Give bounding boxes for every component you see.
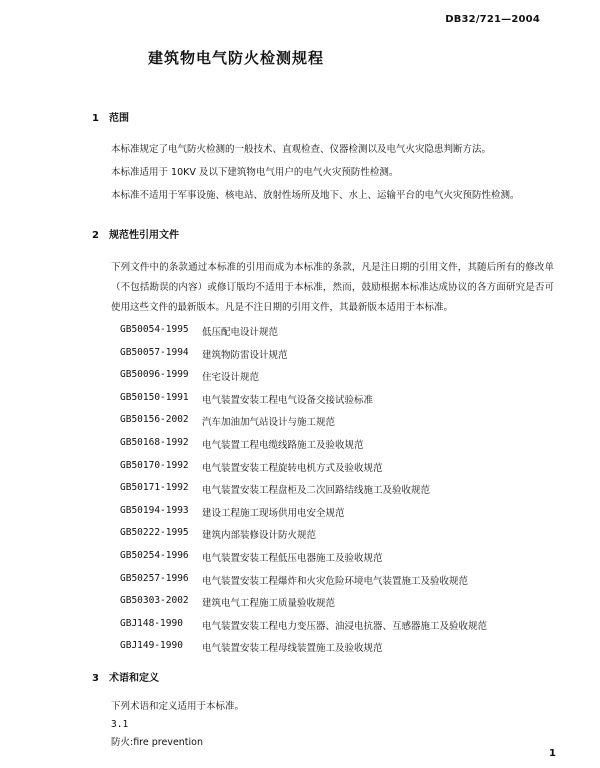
section-title: 规范性引用文件 <box>109 230 179 241</box>
reference-code: GB50170-1992 <box>120 459 189 471</box>
reference-code: GB50150-1991 <box>120 391 189 403</box>
section-title: 术语和定义 <box>109 673 159 684</box>
paragraph: 本标准规定了电气防火检测的一般技术、直观检查、仪器检测以及电气火灾隐患判断方法。 <box>111 144 492 155</box>
reference-title: 汽车加油加气站设计与施工规范 <box>202 417 336 429</box>
reference-item <box>120 437 487 460</box>
reference-item <box>120 527 487 550</box>
term-definition: 防火:fire prevention <box>111 737 204 748</box>
reference-title: 电气装置安装工程电力变压器、油浸电抗器、互感器施工及验收规范 <box>202 620 488 632</box>
reference-title: 建筑物防雷设计规范 <box>202 349 288 361</box>
page-number: 1 <box>549 748 556 759</box>
reference-item <box>120 573 487 596</box>
reference-title: 建设工程施工现场供用电安全规范 <box>202 507 345 519</box>
paragraph: 本标准适用于 10KV 及以下建筑物电气用户的电气火灾预防性检测。 <box>111 167 399 178</box>
section-3-heading <box>92 669 159 684</box>
reference-code: GBJ149-1990 <box>120 640 183 652</box>
reference-code: GB50168-1992 <box>120 436 189 448</box>
reference-title: 建筑内部装修设计防火规范 <box>202 530 317 542</box>
reference-title: 电气装置安装工程爆炸和火灾危险环境电气装置施工及验收规范 <box>202 575 469 587</box>
reference-code: GB50096-1999 <box>120 369 189 381</box>
reference-title: 电气装置安装工程盘柜及二次回路结线施工及验收规范 <box>202 485 431 497</box>
references-intro <box>92 258 554 318</box>
reference-code: GB50194-1993 <box>120 504 189 516</box>
reference-code: GB50156-2002 <box>120 414 189 426</box>
reference-title: 住宅设计规范 <box>202 372 260 384</box>
reference-code: GB50254-1996 <box>120 549 189 561</box>
reference-code: GB50057-1994 <box>120 346 189 358</box>
reference-title: 低压配电设计规范 <box>202 327 279 338</box>
reference-title: 电气装置安装工程旋转电机方式及验收规范 <box>202 462 383 474</box>
section-1-heading <box>92 109 129 124</box>
reference-item <box>120 505 487 528</box>
section-number: 3 <box>92 673 99 684</box>
reference-title: 电气装置安装工程低压电器施工及验收规范 <box>202 552 383 564</box>
reference-code: GB50303-2002 <box>120 595 189 607</box>
reference-code: GB50222-1995 <box>120 527 189 539</box>
reference-item <box>120 595 487 618</box>
reference-code: GB50054-1995 <box>120 324 189 335</box>
reference-item <box>120 460 487 483</box>
reference-title: 电气装置工程电缆线路施工及验收规范 <box>202 439 364 451</box>
paragraph: 下列术语和定义适用于本标准。 <box>111 701 245 712</box>
reference-item <box>120 414 487 437</box>
section-title: 范围 <box>109 113 129 124</box>
reference-code: GB50257-1996 <box>120 572 189 584</box>
standard-code: DB32/721—2004 <box>445 14 540 25</box>
reference-item <box>120 392 487 415</box>
reference-list <box>120 324 487 663</box>
reference-item <box>120 482 487 505</box>
section-2-heading <box>92 226 179 241</box>
reference-item <box>120 324 487 347</box>
reference-code: GB50171-1992 <box>120 482 189 494</box>
reference-item <box>120 618 487 641</box>
reference-item <box>120 550 487 573</box>
reference-title: 电气装置安装工程电气设备交接试验标准 <box>202 394 374 406</box>
section-number: 2 <box>92 230 99 241</box>
reference-title: 电气装置安装工程母线装置施工及验收规范 <box>202 643 383 655</box>
reference-code: GBJ148-1990 <box>120 617 183 629</box>
page-title: 建筑物电气防火检测规程 <box>148 49 325 67</box>
section-number: 1 <box>92 113 99 124</box>
reference-item <box>120 347 487 370</box>
reference-title: 建筑电气工程施工质量验收规范 <box>202 598 336 610</box>
reference-item <box>120 640 487 663</box>
paragraph: 本标准不适用于军事设施、核电站、放射性场所及地下、水上、运输平台的电气火灾预防性检测。 <box>111 190 520 201</box>
clause-number: 3.1 <box>111 719 129 730</box>
reference-item <box>120 369 487 392</box>
paragraph: 下列文件中的条款通过本标准的引用而成为本标准的条款，凡是注日期的引用文件，其随后所有的修改单（不包括勘误的内容）或修订版均不适用于本标准，然而，鼓励根据本标准达成协议的各方面研究是否可使用这些文件的最新版本。凡是不注日期的引用文件，其最新版本适用于本标准。 <box>111 262 554 313</box>
